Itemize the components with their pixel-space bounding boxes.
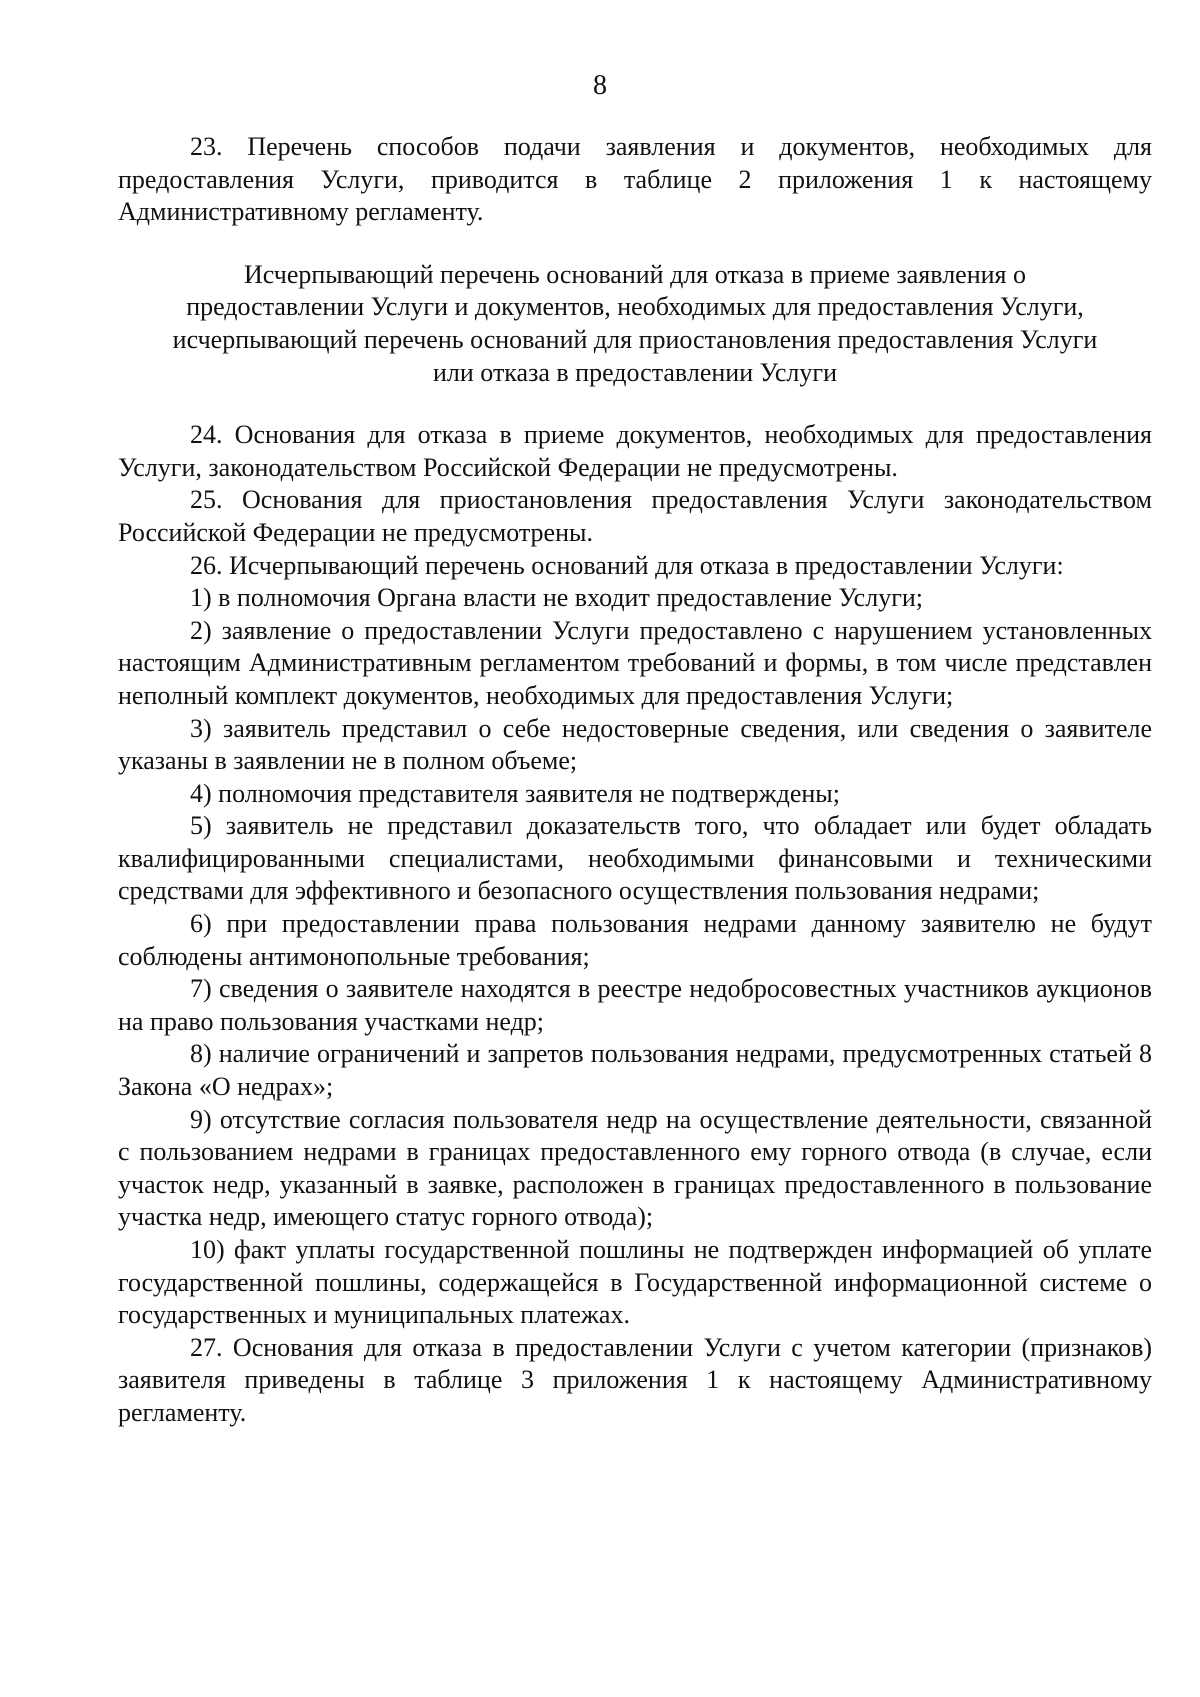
paragraph-24: 24. Основания для отказа в приеме документов, необходимых для предоставления Услуги, законодательством Российской Федерации не предусмотрены.: [118, 420, 1152, 482]
list-item-6: 6) при предоставлении права пользования недрами данному заявителю не будут соблюдены антимонопольные требования;: [118, 909, 1152, 971]
list-item-7: 7) сведения о заявителе находятся в реестре недобросовестных участников аукционов на право пользования участками недр;: [118, 974, 1152, 1036]
list-item-4: 4) полномочия представителя заявителя не подтверждены;: [190, 778, 840, 808]
list-item-8: 8) наличие ограничений и запретов пользования недрами, предусмотренных статьей 8 Закона «О недрах»;: [118, 1039, 1152, 1102]
list-item-1: 1) в полномочия Органа власти не входит предоставление Услуги;: [190, 583, 923, 613]
page-number: 8: [593, 70, 607, 101]
heading-line: исчерпывающий перечень оснований для приостановления предоставления Услуги: [172, 324, 1098, 354]
document-body: [118, 131, 1152, 1430]
list-item-9: 9) отсутствие согласия пользователя недр на осуществление деятельности, связанной с пользованием недрами в границах предоставленного ему горного отвода (в случае, если участок недр, указанный в заявке, расположен в границах предоставленного в пользование участка недр, имеющего статус горного отвода);: [118, 1104, 1152, 1232]
heading-line: Исчерпывающий перечень оснований для отказа в приеме заявления о: [243, 259, 1026, 289]
paragraph-23: 23. Перечень способов подачи заявления и документов, необходимых для предоставления Услуги, приводится в таблице 2 приложения 1 к настоящему Административному регламенту.: [118, 132, 1152, 227]
section-heading: [118, 259, 1152, 389]
paragraph-27: 27. Основания для отказа в предоставлении Услуги с учетом категории (признаков) заявителя приведены в таблице 3 приложения 1 к настоящему Административному регламенту.: [118, 1332, 1152, 1427]
list-item-5: 5) заявитель не представил доказательств того, что обладает или будет обладать квалифицированными специалистами, необходимыми финансовыми и техническими средствами для эффективного и безопасного осуществления пользования недрами;: [118, 811, 1152, 906]
heading-line: предоставлении Услуги и документов, необходимых для предоставления Услуги,: [186, 292, 1084, 322]
list-item-2: 2) заявление о предоставлении Услуги предоставлено с нарушением установленных настоящим Административным регламентом требований и формы, в том числе представлен неполный комплект документов, необходимых для предоставления Услуги;: [118, 615, 1152, 710]
heading-line: или отказа в предоставлении Услуги: [432, 357, 837, 387]
list-item-3: 3) заявитель представил о себе недостоверные сведения, или сведения о заявителе указаны в заявлении не в полном объеме;: [118, 713, 1152, 776]
list-item-10: 10) факт уплаты государственной пошлины не подтвержден информацией об уплате государственной пошлины, содержащейся в Государственной информационной системе о государственных и муниципальных платежах.: [118, 1235, 1152, 1330]
paragraph-26: 26. Исчерпывающий перечень оснований для отказа в предоставлении Услуги:: [190, 550, 1064, 580]
paragraph-25: 25. Основания для приостановления предоставления Услуги законодательством Российской Федерации не предусмотрены.: [118, 485, 1152, 547]
